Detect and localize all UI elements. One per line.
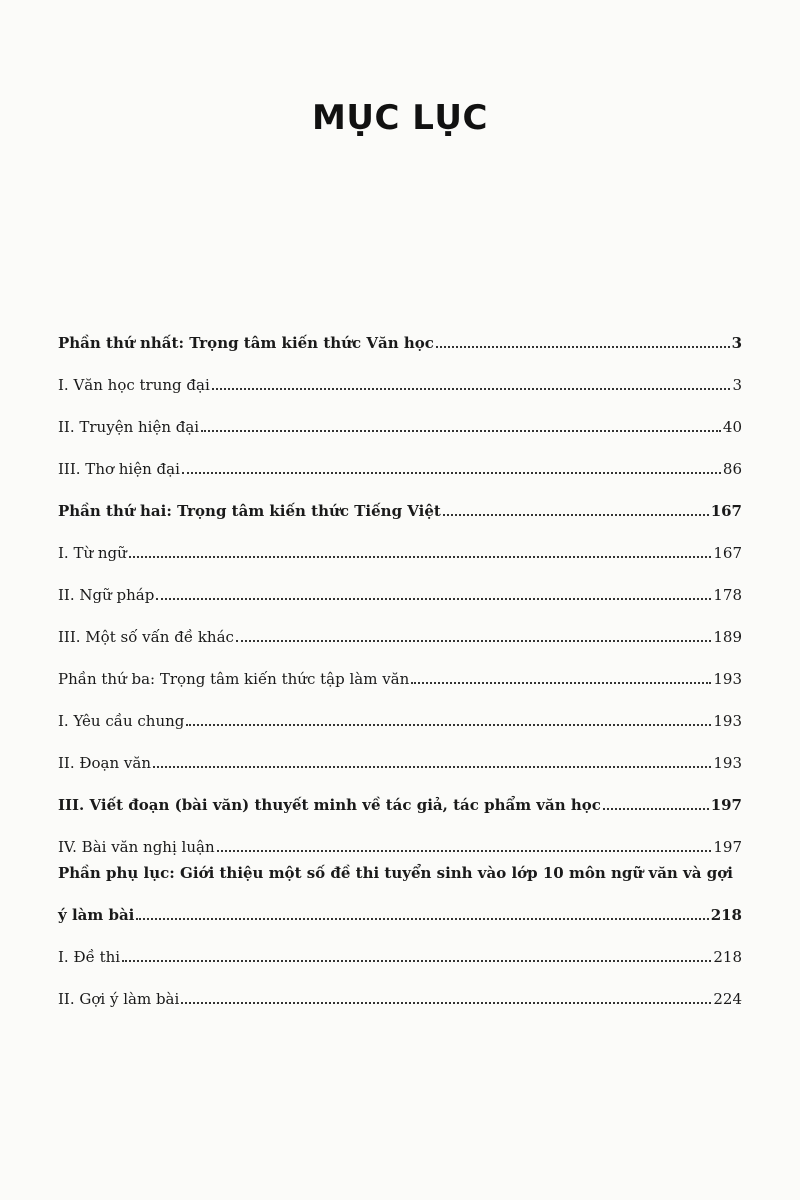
page-title: MỤC LỤC [312,98,488,138]
toc-entry-page: 167 [710,502,742,520]
toc-entry-page: 218 [713,948,742,966]
toc-entry-appendix-2 [58,978,742,1008]
toc-entry-page: 3 [731,334,742,352]
toc-entry-part-3 [58,658,742,688]
dot-leader [122,960,711,962]
toc-entry-3-4 [58,826,742,856]
toc-entry-label: II. Ngữ pháp [58,586,155,604]
toc-entry-page: 224 [713,990,742,1008]
toc-entry-label: I. Đề thi [58,948,121,966]
toc-entry-label: ý làm bài [58,906,135,924]
toc-entry-label: III. Viết đoạn (bài văn) thuyết minh về tác giả, tác phẩm văn học [58,796,601,814]
toc-entry-label: Phần thứ nhất: Trọng tâm kiến thức Văn học [58,334,434,352]
toc-entry-label: III. Thơ hiện đại [58,460,180,478]
dot-leader [436,346,730,348]
toc-entry-part-2 [58,490,742,520]
toc-entry-appendix-1 [58,936,742,966]
toc-entry-3-2 [58,742,742,772]
dot-leader [186,724,711,726]
toc-entry-page: 189 [713,628,742,646]
toc-entry-label: I. Từ ngữ [58,544,127,562]
dot-leader [182,472,721,474]
dot-leader [443,514,709,516]
dot-leader [136,918,708,920]
toc-entry-1-3 [58,448,742,478]
toc-entry-3-3 [58,784,742,814]
toc-entry-page: 167 [713,544,742,562]
toc-entry-1-2 [58,406,742,436]
toc-entry-1-1 [58,364,742,394]
toc-entry-label: Phần thứ hai: Trọng tâm kiến thức Tiếng Việt [58,502,441,520]
toc-entry-appendix-line1: Phần phụ lục: Giới thiệu một số đề thi tuyển sinh vào lớp 10 môn ngữ văn và gợi [58,864,733,882]
toc-entry-appendix [58,894,742,924]
toc-entry-label: Phần thứ ba: Trọng tâm kiến thức tập làm văn [58,670,410,688]
dot-leader [411,682,711,684]
dot-leader [217,850,712,852]
dot-leader [603,808,709,810]
dot-leader [156,598,711,600]
toc-entry-page: 86 [722,460,742,478]
dot-leader [181,1002,711,1004]
dot-leader [201,430,721,432]
toc-entry-page: 197 [710,796,742,814]
dot-leader [236,640,711,642]
dot-leader [212,388,731,390]
toc-entry-label: II. Truyện hiện đại [58,418,200,436]
toc-entry-3-1 [58,700,742,730]
toc-entry-page: 3 [732,376,742,394]
toc-entry-label: II. Đoạn văn [58,754,151,772]
toc-entry-label: I. Yêu cầu chung [58,712,185,730]
dot-leader [129,556,712,558]
toc-entry-2-3 [58,616,742,646]
toc-entry-part-1 [58,322,742,352]
toc-entry-page: 40 [722,418,742,436]
toc-entry-2-2 [58,574,742,604]
toc-entry-label: IV. Bài văn nghị luận [58,838,215,856]
toc-entry-label: I. Văn học trung đại [58,376,210,394]
toc-entry-page: 193 [713,712,742,730]
toc-entry-page: 178 [713,586,742,604]
dot-leader [153,766,711,768]
toc-entry-label: II. Gợi ý làm bài [58,990,180,1008]
toc-entry-page: 193 [713,670,742,688]
toc-entry-page: 193 [713,754,742,772]
toc-entry-label: III. Một số vấn đề khác [58,628,234,646]
toc-entry-2-1 [58,532,742,562]
toc-entry-page: 197 [713,838,742,856]
toc-entry-page: 218 [710,906,742,924]
